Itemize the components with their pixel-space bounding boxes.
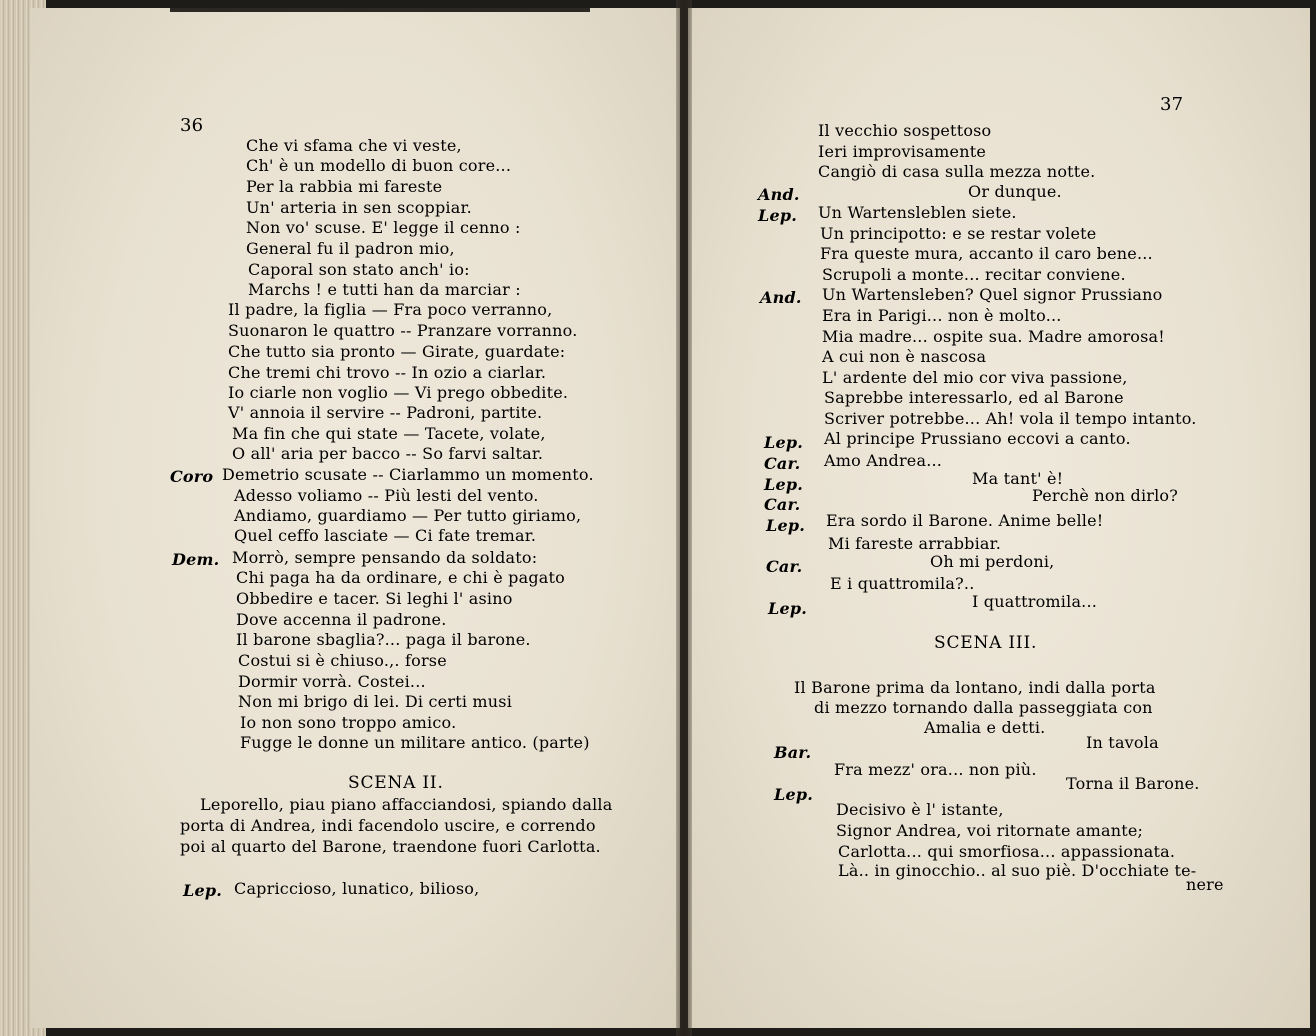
stage-direction: di mezzo tornando dalla passeggiata con bbox=[814, 698, 1153, 717]
verse-line: Per la rabbia mi fareste bbox=[246, 177, 443, 196]
scene-title: SCENA II. bbox=[348, 773, 444, 793]
speaker-label: Car. bbox=[766, 557, 803, 576]
verse-line: Adesso voliamo -- Più lesti del vento. bbox=[234, 486, 539, 505]
stage-direction: Il Barone prima da lontano, indi dalla porta bbox=[794, 678, 1156, 697]
verse-line: Mia madre... ospite sua. Madre amorosa! bbox=[822, 327, 1165, 346]
verse-line: Capriccioso, lunatico, bilioso, bbox=[234, 879, 480, 898]
verse-line: V' annoia il servire -- Padroni, partite. bbox=[228, 403, 543, 422]
verse-line: Decisivo è l' istante, bbox=[836, 800, 1004, 819]
verse-line: Cangiò di casa sulla mezza notte. bbox=[818, 162, 1096, 181]
stage-direction: porta di Andrea, indi facendolo uscire, e correndo bbox=[180, 816, 596, 835]
verse-line: Un principotto: e se restar volete bbox=[820, 224, 1097, 243]
speaker-label: Car. bbox=[764, 454, 801, 473]
speaker-label: Coro bbox=[170, 467, 214, 486]
verse-line: Or dunque. bbox=[968, 182, 1062, 201]
verse-line: A cui non è nascosa bbox=[822, 347, 987, 366]
verse-line: Era sordo il Barone. Anime belle! bbox=[826, 511, 1104, 530]
verse-line: Caporal son stato anch' io: bbox=[248, 260, 470, 279]
verse-line: Ieri improvisamente bbox=[818, 142, 987, 161]
speaker-label: Lep. bbox=[183, 881, 222, 900]
verse-line: General fu il padron mio, bbox=[246, 239, 455, 258]
verse-line: Il padre, la figlia — Fra poco verranno, bbox=[228, 300, 553, 319]
verse-line: I quattromila... bbox=[972, 592, 1098, 611]
verse-line: Demetrio scusate -- Ciarlammo un momento. bbox=[222, 465, 594, 484]
verse-line: nere bbox=[1186, 875, 1224, 894]
verse-line: Scriver potrebbe... Ah! vola il tempo intanto. bbox=[824, 409, 1197, 428]
verse-line: Suonaron le quattro -- Pranzare vorranno. bbox=[228, 321, 578, 340]
verse-line: Andiamo, guardiamo — Per tutto giriamo, bbox=[234, 506, 582, 525]
page-number-left: 36 bbox=[180, 115, 204, 136]
top-shadow-right bbox=[705, 0, 1265, 6]
top-shadow-left bbox=[170, 8, 590, 12]
verse-line: Io ciarle non voglio — Vi prego obbedite. bbox=[228, 383, 569, 402]
speaker-label: Car. bbox=[764, 495, 801, 514]
verse-line: Marchs ! e tutti han da marciar : bbox=[248, 280, 521, 299]
verse-line: Là.. in ginocchio.. al suo piè. D'occhiate te- bbox=[838, 861, 1197, 880]
verse-line: Che vi sfama che vi veste, bbox=[246, 136, 462, 155]
speaker-label: Lep. bbox=[764, 433, 803, 452]
speaker-label: Lep. bbox=[758, 206, 797, 225]
speaker-label: Lep. bbox=[766, 516, 805, 535]
verse-line: Carlotta... qui smorfiosa... appassionata. bbox=[838, 842, 1176, 861]
verse-line: Dove accenna il padrone. bbox=[236, 610, 447, 629]
verse-line: Era in Parigi... non è molto... bbox=[822, 306, 1062, 325]
verse-line: Il vecchio sospettoso bbox=[818, 121, 992, 140]
verse-line: Ma tant' è! bbox=[972, 469, 1064, 488]
verse-line: Un' arteria in sen scoppiar. bbox=[246, 198, 472, 217]
verse-line: Oh mi perdoni, bbox=[930, 552, 1055, 571]
speaker-label: And. bbox=[758, 185, 800, 204]
stage-direction: poi al quarto del Barone, traendone fuori Carlotta. bbox=[180, 837, 601, 856]
stage-direction: Leporello, piau piano affacciandosi, spiando dalla bbox=[200, 795, 613, 814]
verse-line: Amo Andrea... bbox=[824, 451, 943, 470]
verse-line: Signor Andrea, voi ritornate amante; bbox=[836, 821, 1144, 840]
verse-line: Mi fareste arrabbiar. bbox=[828, 534, 1002, 553]
speaker-label: Bar. bbox=[774, 743, 812, 762]
verse-line: Al principe Prussiano eccovi a canto. bbox=[824, 429, 1131, 448]
speaker-label: Lep. bbox=[764, 475, 803, 494]
verse-line: Morrò, sempre pensando da soldato: bbox=[232, 548, 538, 567]
verse-line: Perchè non dirlo? bbox=[1032, 486, 1179, 505]
verse-line: Il barone sbaglia?... paga il barone. bbox=[236, 630, 531, 649]
verse-line: L' ardente del mio cor viva passione, bbox=[822, 368, 1128, 387]
verse-line: Fugge le donne un militare antico. (parte) bbox=[240, 733, 590, 752]
verse-line: Saprebbe interessarlo, ed al Barone bbox=[824, 388, 1124, 407]
verse-line: Un Wartensleblen siete. bbox=[818, 203, 1017, 222]
stage-direction: Amalia e detti. bbox=[924, 718, 1046, 737]
verse-line: Io non sono troppo amico. bbox=[240, 713, 457, 732]
verse-line: Che tremi chi trovo -- In ozio a ciarlar. bbox=[228, 363, 547, 382]
verse-line: Dormir vorrà. Costei... bbox=[238, 672, 426, 691]
speaker-label: Dem. bbox=[172, 550, 220, 569]
verse-line: Chi paga ha da ordinare, e chi è pagato bbox=[236, 568, 565, 587]
verse-line: Non vo' scuse. E' legge il cenno : bbox=[246, 218, 521, 237]
speaker-label: And. bbox=[760, 288, 802, 307]
verse-line: Un Wartensleben? Quel signor Prussiano bbox=[822, 285, 1163, 304]
verse-line: Ma fin che qui state — Tacete, volate, bbox=[232, 424, 546, 443]
verse-line: Torna il Barone. bbox=[1066, 774, 1200, 793]
verse-line: Fra mezz' ora... non più. bbox=[834, 760, 1037, 779]
verse-line: Costui si è chiuso.,. forse bbox=[238, 651, 447, 670]
verse-line: In tavola bbox=[1086, 733, 1159, 752]
verse-line: E i quattromila?.. bbox=[830, 574, 975, 593]
verse-line: Quel ceffo lasciate — Ci fate tremar. bbox=[234, 526, 537, 545]
verse-line: Obbedire e tacer. Si leghi l' asino bbox=[236, 589, 513, 608]
verse-line: O all' aria per bacco -- So farvi saltar. bbox=[232, 444, 544, 463]
verse-line: Ch' è un modello di buon core... bbox=[246, 156, 512, 175]
verse-line: Che tutto sia pronto — Girate, guardate: bbox=[228, 342, 566, 361]
speaker-label: Lep. bbox=[774, 785, 813, 804]
verse-line: Non mi brigo di lei. Di certi musi bbox=[238, 692, 513, 711]
book-gutter bbox=[676, 0, 692, 1036]
speaker-label: Lep. bbox=[768, 599, 807, 618]
scene-title: SCENA III. bbox=[934, 633, 1038, 653]
verse-line: Fra queste mura, accanto il caro bene... bbox=[820, 244, 1153, 263]
page-number-right: 37 bbox=[1160, 94, 1184, 115]
verse-line: Scrupoli a monte... recitar conviene. bbox=[822, 265, 1126, 284]
